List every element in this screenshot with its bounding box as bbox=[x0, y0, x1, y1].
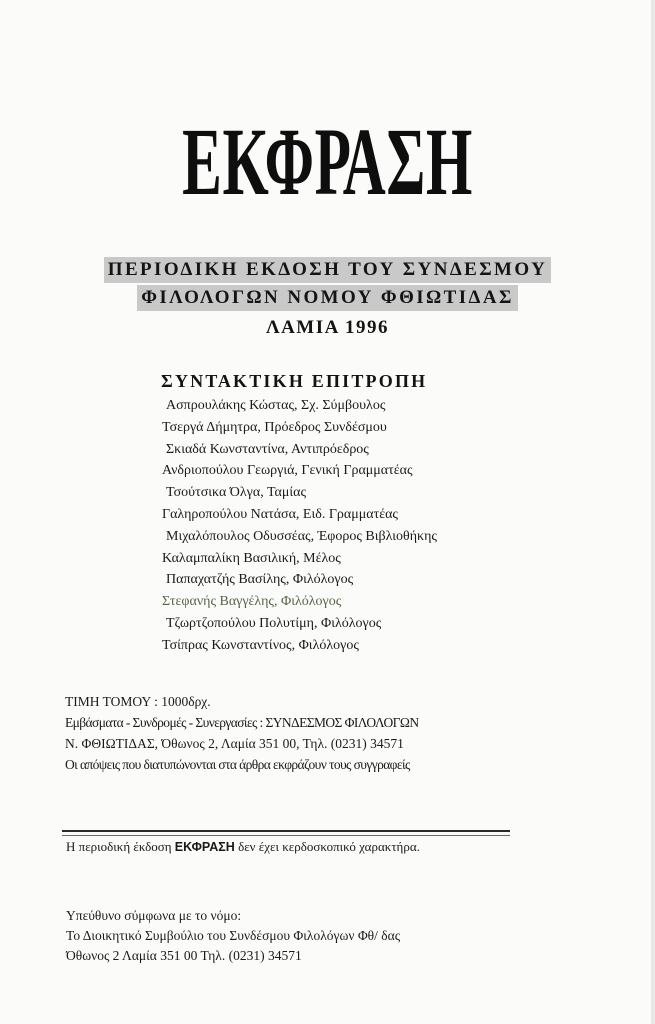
subtitle-line-1 bbox=[0, 260, 655, 279]
committee-members-list bbox=[162, 395, 437, 657]
committee-member: Τσούτσικα Όλγα, Ταμίας bbox=[166, 485, 307, 501]
nonprofit-journal-name: ΕΚΦΡΑΣΗ bbox=[174, 840, 235, 854]
committee-member: Ανδριοπούλου Γεωργιά, Γενική Γραμματέας bbox=[162, 463, 413, 479]
committee-member: Τσεργά Δήμητρα, Πρόεδρος Συνδέσμου bbox=[162, 419, 387, 435]
disclaimer-line: Οι απόψεις που διατυπώνονται στα άρθρα εκφράζουν τους συγγραφείς bbox=[65, 757, 410, 772]
journal-title: ΕΚΦΡΑΣΗ bbox=[182, 108, 473, 215]
contact-line-2: Ν. ΦΘΙΩΤΙΔΑΣ, Όθωνος 2, Λαμία 351 00, Τηλ. (0231) 34571 bbox=[65, 736, 404, 751]
page-edge bbox=[651, 0, 655, 1024]
committee-member: Σκιαδά Κωνσταντίνα, Αντιπρόεδρος bbox=[166, 441, 369, 457]
responsible-line-1: Υπεύθυνο σύμφωνα με το νόμο: bbox=[66, 908, 242, 923]
responsible-line-2: Το Διοικητικό Συμβούλιο του Συνδέσμου Φιλολόγων Φθ/ δας bbox=[66, 928, 401, 943]
committee-member: Τζωρτζοπούλου Πολυτίμη, Φιλόλογος bbox=[166, 615, 382, 631]
subtitle-highlight-1: ΠΕΡΙΟΔΙΚΗ ΕΚΔΟΣΗ ΤΟΥ ΣΥΝΔΕΣΜΟΥ bbox=[104, 257, 551, 283]
committee-member: Μιχαλόπουλος Οδυσσέας, Έφορος Βιβλιοθήκης bbox=[166, 528, 437, 544]
responsible-block bbox=[66, 906, 400, 966]
committee-member: Ασπρουλάκης Κώστας, Σχ. Σύμβουλος bbox=[166, 398, 386, 413]
subtitle-highlight-2: ΦΙΛΟΛΟΓΩΝ ΝΟΜΟΥ ΦΘΙΩΤΙΔΑΣ bbox=[137, 285, 518, 311]
nonprofit-text-before: Η περιοδική έκδοση bbox=[66, 839, 175, 854]
nonprofit-notice bbox=[66, 838, 420, 856]
committee-member: Στεφανής Βαγγέλης, Φιλόλογος bbox=[162, 594, 342, 610]
divider-thin bbox=[62, 835, 510, 836]
committee-member: Καλαμπαλίκη Βασιλική, Μέλος bbox=[162, 550, 341, 566]
publication-info bbox=[65, 691, 418, 775]
divider-thick bbox=[62, 830, 510, 832]
place-year: ΛΑΜΙΑ 1996 bbox=[265, 317, 390, 338]
contact-line-1: Εμβάσματα - Συνδρομές - Συνεργασίες : ΣΥΝΔΕΣΜΟΣ ΦΙΛΟΛΟΓΩΝ bbox=[65, 715, 419, 730]
subtitle-line-2 bbox=[0, 288, 655, 307]
committee-member: Παπαχατζής Βασίλης, Φιλόλογος bbox=[166, 572, 354, 588]
committee-member: Γαληροπούλου Νατάσα, Ειδ. Γραμματέας bbox=[162, 506, 398, 522]
committee-heading: ΣΥΝΤΑΚΤΙΚΗ ΕΠΙΤΡΟΠΗ bbox=[161, 371, 428, 391]
committee-member: Τσίπρας Κωνσταντίνος, Φιλόλογος bbox=[162, 637, 359, 653]
price-line: ΤΙΜΗ ΤΟΜΟΥ : 1000δρχ. bbox=[65, 694, 211, 709]
nonprofit-text-after: δεν έχει κερδοσκοπικό χαρακτήρα. bbox=[234, 839, 420, 854]
responsible-line-3: Όθωνος 2 Λαμία 351 00 Τηλ. (0231) 34571 bbox=[66, 948, 302, 963]
